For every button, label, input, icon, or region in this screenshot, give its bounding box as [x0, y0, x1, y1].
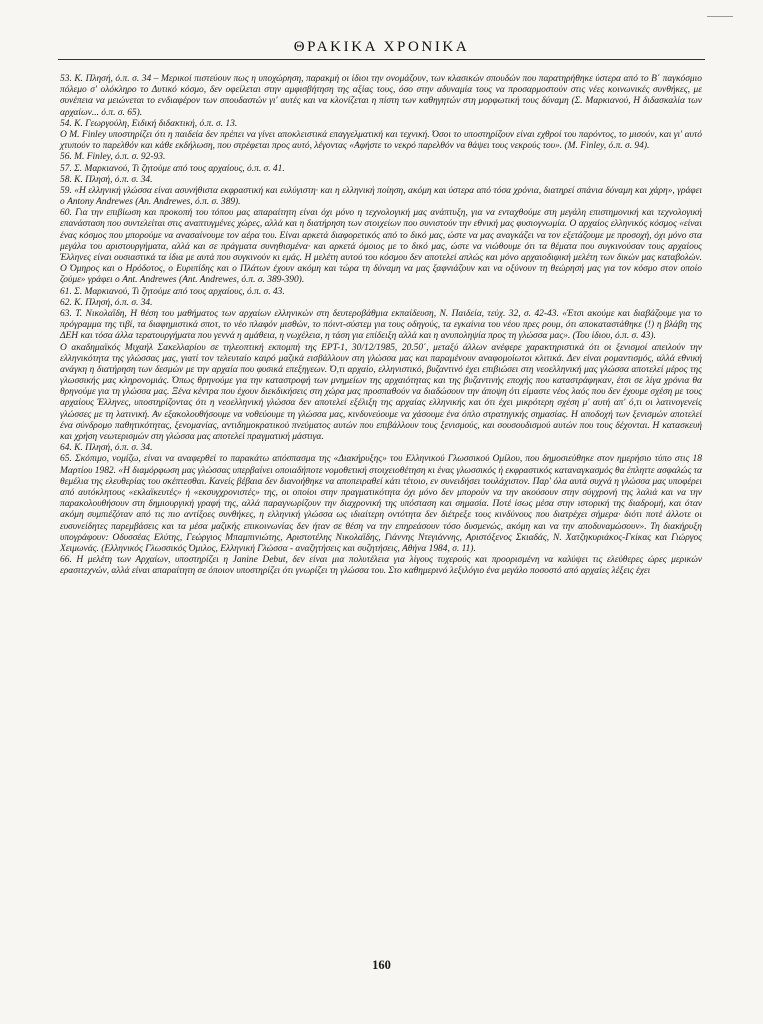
footnote-55: Ο Μ. Finley υποστηρίζει ότι η παιδεία δεν πρέπει να γίνει αποκλειστικά επαγγελματική και τεχνική. Όσοι το υποστηρίζουν είναι εχθροί του παρόντος, το μισούν, και γι' αυτό χτυπούν το παρελθόν και κάθε εκδήλωση, που στρέφεται προς αυτό, λέγοντας «Αφήστε το νεκρό παρελθόν να θάψει τους νεκρούς του». (M. Finley, ό.π. σ. 94). [60, 129, 702, 152]
footnote-58: 58. Κ. Πλησή, ό.π. σ. 34. [60, 174, 153, 185]
footnote-56: 56. M. Finley, ό.π. σ. 92-93. [60, 152, 166, 163]
footnote-53: 53. Κ. Πλησή, ό.π. σ. 34 – Μερικοί πιστεύουν πως η υποχώρηση, παρακμή οι ίδιοι την ονομάζουν, των κλασικών σπουδών που παρατηρήθηκε ύστερα από το Β΄ παγκόσμιο πόλεμο σ' ολόκληρο το Δυτικό κόσμο, δεν οφείλεται στην αμφισβήτηση της αξίας τους, όσο στην αδυναμία τους να προσαρμοστούν στις νέες κοινωνικές συνθήκες, με συνέπεια να μειώνεται το ενδιαφέρον των σπουδαστών γι' αυτές και να κλονίζεται η πίστη των καθηγητών στη μορφωτική τους δύναμη (Σ. Μαρκιανού, Η διδασκαλία των αρχαίων... ό.π. σ. 65). [60, 74, 702, 118]
footnotes-block [60, 74, 702, 577]
footnote-66: 66. Η μελέτη των Αρχαίων, υποστηρίζει η Janine Debut, δεν είναι μια πολυτέλεια για λίγους τυχερούς και προορισμένη να καλύψει τις ελεύθερες ώρες μερικών ερασιτεχνών, αλλά είναι απαραίτητη σε όποιον υποστηρίζει ότι γνωρίζει τη γλώσσα του. Στο καθημερινό λεξιλόγιο ένα μεγάλο ποσοστό από αρχαίες λέξεις έχει [60, 555, 702, 577]
footnote-64: 64. Κ. Πλησή, ό.π. σ. 34. [60, 443, 153, 454]
header-rule [58, 59, 705, 60]
footnote-59: 59. «Η ελληνική γλώσσα είναι ασυνήθιστα εκφραστική και ευλύγιστη· και η ελληνική ποίηση, ακόμη και ύστερα από τόσα χρόνια, διατηρεί σπάνια δύναμη και χάρη», γράφει ο Antony Andrewes (An. Andrewes, ό.π. σ. 389). [60, 185, 702, 208]
footnote-54: 54. Κ. Γεωργούλη, Ειδική διδακτική, ό.π. σ. 13. [60, 118, 238, 129]
footnote-57: 57. Σ. Μαρκιανού, Τι ζητούμε από τους αρχαίους, ό.π. σ. 41. [60, 163, 285, 174]
footnote-65: 65. Σκόπιμο, νομίζω, είναι να αναφερθεί το παρακάτω απόσπασμα της «Διακήρυξης» του Ελληνικού Γλωσσικού Ομίλου, που δημοσιεύθηκε στον ημερήσιο τύπο στις 18 Μαρτίου 1982. «Η διαμόρφωση μας γλώσσας υπερβαίνει οποιαδήποτε νομοθετική στοιχειοθέτηση κι ένας γλωσσικός ή εκφραστικός καταναγκασμός θα έπληττε ασφαλώς τα θεμέλια της ελευθερίας του σκέπτεσθαι. Κανείς βέβαια δεν διανοήθηκε να αποπειραθεί κάτι τέτοιο, εν συνειδήσει τουλάχιστον. Παρ' όλα αυτά συχνά η γλώσσα μας υποφέρει από αυτόκλητους «εκλαϊκευτές» ή «εκσυγχρονιστές» της, οι οποίοι στην πραγματικότητα όχι μόνο δεν μπορούν να την ακούσουν στην σύγχρονή της λαλιά και να την παρακολουθήσουν στη δημιουργική γραφή της, αλλά παραγνωρίζουν την διαχρονική της υπόσταση και σημασία. Ποτέ ίσως μέσα στην ιστορική της διαδρομή, και όταν ακόμη συμπιέζόταν από τις πιο αντίξοες συνθήκες, η ελληνική γλώσσα ως ιδιαίτερη οντότητα δεν διέτρεξε τους κινδύνους που διατρέχει σήμερα· διότι ποτέ άλλοτε οι ευσυνείδητες παρεμβάσεις και τα μέσα μαζικής επικοινωνίας δεν ήταν σε θέση να την επηρεάσουν τόσο δυσμενώς, ακόμη και να την αποδυναμώσουν». Τη διακήρυξη υπογράφουν: Οδυσσέας Ελύτης, Γεώργιος Μπαμπινιώτης, Αριστοτέλης Νικολαΐδης, Γιάννης Ντεγιάννης, Αριστόξενος Σκιαδάς, Ν. Χατζηκυριάκος-Γκίκας και Γιώργος Χειμωνάς. (Ελληνικός Γλωσσικός Όμιλος, Ελληνική Γλώσσα - αναζητήσεις και συζητήσεις, Αθήνα 1984, σ. 11). [60, 454, 702, 554]
footnote-60: 60. Για την επιβίωση και προκοπή του τόπου μας απαραίτητη είναι όχι μόνο η τεχνολογική μας ανάπτυξη, για να ενταχθούμε στη μεγάλη επιστημονική και τεχνολογική επανάσταση που συντελείται στις αναπτυγμένες χώρες, αλλά και η διατήρηση των στοιχείων που συνιστούν την εθνική μας φυσιογνωμία. Ο αρχαίος ελληνικός κόσμος «είναι ένας κόσμος που μπορούμε να ανασαίνουμε τον αέρα του. Είναι αρκετά διαφορετικός από το δικό μας, ώστε να μας αναγκάζει να τον εξετάζουμε με προσοχή, όχι μόνο στα μεγάλα του αριστουργήματα, αλλά και σε πράγματα συνηθισμένα· και αρκετά όμοιος με το δικό μας, ώστε να νιώθουμε ότι τα θέματα που συγκινούσαν τους αρχαίους Έλληνες είναι ουσιαστικά τα ίδια με αυτά που συγκινούν κι εμάς. Η μελέτη αυτού του κόσμου δεν αποτελεί απλώς και μόνο αρχαιοδιφική μελέτη των δικών μας καταβολών. Ο Όμηρος και ο Ηρόδοτος, ο Ευριπίδης και ο Πλάτων έχουν ακόμη και τώρα τη δύναμη να μας ξαφνιάζουν και να οξύνουν τη θεώρησή μας για τον κόσμο στον οποίο ζούμε» γράφει ο Ant. Andrewes (Ant. Andrewes, ό.π. σ. 389-390). [60, 208, 702, 286]
footnote-62: 62. Κ. Πλησή, ό.π. σ. 34. [60, 297, 153, 308]
footnote-61: 61. Σ. Μαρκιανού, Τι ζητούμε από τους αρχαίους, ό.π. σ. 43. [60, 286, 285, 297]
page-number: 160 [372, 958, 391, 972]
journal-title: ΘΡΑΚΙΚΑ ΧΡΟΝΙΚΑ [293, 39, 470, 55]
corner-scan-mark [707, 16, 733, 17]
running-header [58, 38, 705, 56]
footnote-63-continued: Ο ακαδημαϊκός Μιχαήλ Σακελλαρίου σε τηλεοπτική εκπομπή της ΕΡΤ-1, 30/12/1985, 20.50΄, μεταξύ άλλων ανέφερε χαρακτηριστικά ότι οι ξενισμοί απειλούν την ελληνικότητα της γλώσσας μας, γιατί τον τελευταίο καιρό μαζικά εισβάλλουν στη γλώσσα μας και παραμένουν αναφομοίωτοι κλιτικά. Δεν είναι ρομαντισμός, αλλά εθνική ανάγκη η διατήρηση των δεσμών με την αρχαία που φυσικά επεξηγεων. Ό,τι αρχαίο, ελληνιστικό, βυζαντινό έχει επιβιώσει στη νεοελληνική μας γλώσσα αποτελεί μέρος της γλωσσικής μας κληρονομιάς. Όπως θρηνούμε για την καταστροφή των μνημείων της αρχαιότητας και της βυζαντινής εποχής που καταστράφηκαν, έτσι σε λίγα χρόνια θα θρηνούμε για τη γλώσσα μας. Ξένα κέντρα που έχουν διεκδικήσεις στη χώρα μας προσπαθούν να διαδώσουν την άποψη ότι είμαστε νέος λαός που δεν έχουμε σχέση με τους αρχαίους Έλληνες, υποστηρίζοντας ότι η νεοελληνική γλώσσα δεν αποτελεί εξέλιξη της αρχαίας ελληνικής και ότι έχει μικρότερη σχέση μ' αυτή απ' ό,τι οι λατινογενείς γλώσσες με τη λατινική. Αν εξακολουθήσουμε να νοθεύουμε τη γλώσσα μας, κινδυνεύουμε να χάσουμε ένα όπλο στρατηγικής σημασίας. Η αποδοχή των ξενισμών αποτελεί ένα σύνδρομο παθητικότητας, ξενομανίας, αντιδημοκρατικού πνεύματος αυτών που επιβάλλουν τους ξενισμούς, και σουσουδισμού αυτών που τους δέχονται. Η κατασκευή και χρήση νεωτερισμών στη γλώσσα μας αποτελεί πραγματική μάστιγα. [60, 342, 702, 442]
footnote-63: 63. Τ. Νικολαΐδη, Η θέση του μαθήματος των αρχαίων ελληνικών στη δευτεροβάθμια εκπαίδευση, Ν. Παιδεία, τεύχ. 32, σ. 42-43. «Έτσι ακούμε και διαβάζουμε για το πρόγραμμα της τιβί, τα διαφημιστικά σποτ, το νέο πλαφόν μισθών, το πόιντ-σύστεμ για τους οδηγούς, τα εγκαίνια του νέου πρες ρουμ, ότι αποκαταστάθηκε (!) η βλάβη της ΔΕΗ και τόσα άλλα τερατουργήματα που γεννά η αμάθεια, η νωχέλεια, η τάση για επίδειξη αλλά και η ανυποληψία προς τη γλώσσα μας». (Του ίδιου, ό.π. σ. 43). [60, 308, 702, 342]
